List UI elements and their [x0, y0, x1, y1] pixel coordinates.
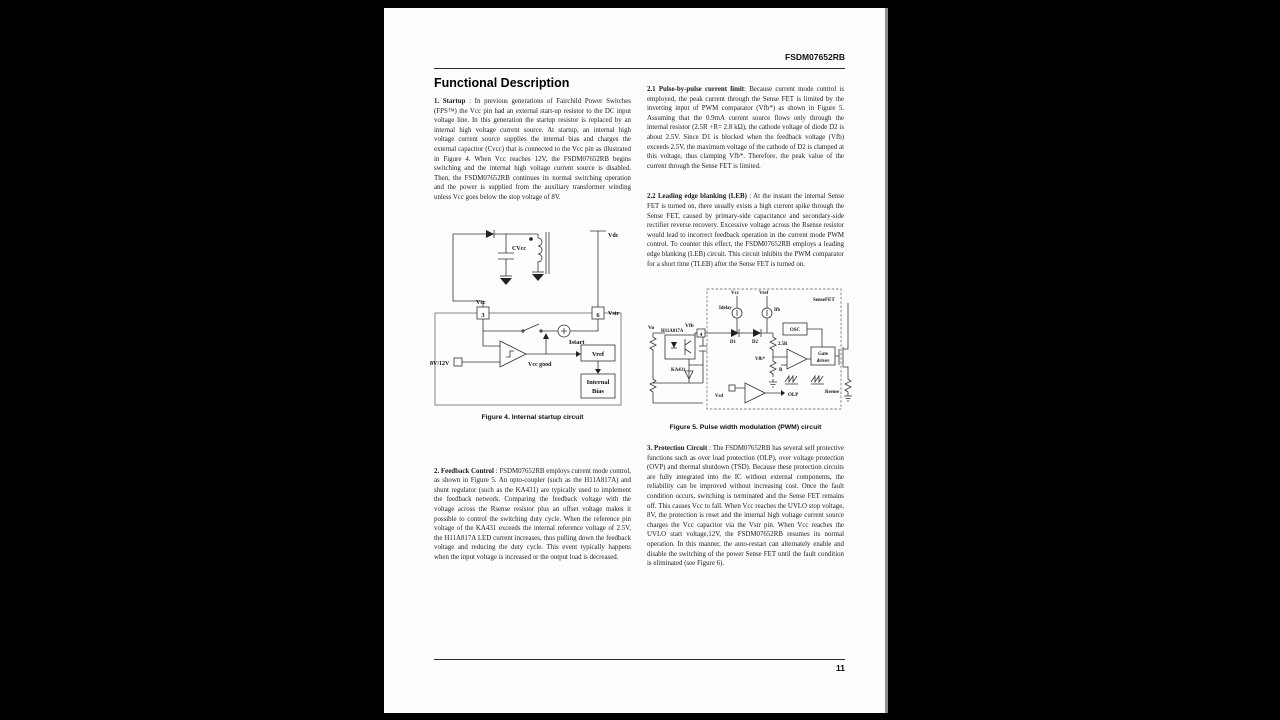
fig5-vcc-label: Vcc	[731, 291, 740, 297]
right-column	[647, 85, 844, 569]
fig5-ka431-label: KA431	[671, 368, 686, 374]
section-pulse-limit-heading: 2.1 Pulse-by-pulse current limit	[647, 86, 745, 93]
fig4-pin6-label: 6	[596, 311, 600, 319]
fig4-vref-label: Vref	[591, 350, 605, 358]
section-protection-heading: 3. Protection Circuit	[647, 445, 708, 453]
fig5-r-label: R	[779, 368, 783, 374]
winding-dot-icon	[529, 237, 533, 241]
fig5-idelay-label: Idelay	[719, 306, 732, 312]
fig5-gate-label2: driver	[816, 359, 830, 365]
section-startup-body: : In previous generations of Fairchild Power Switches (FPS™) the Vcc pin had an external start-up resistor to the DC input voltage line. In this generation the startup resistor is replaced by an internal high voltage current source. At startup, an internal high voltage current source supplies the internal bias and charges the external capacitor (Cvcc) that is connected to the Vcc pin as illustrated in Figure 4. When Vcc reaches 12V, the FSDM07652RB begins switching and the internal high voltage current source is disabled. Then, the FSDM07652RB continues its normal switching operation and the power is supplied from the auxiliary transformer winding unless Vcc goes below the stop voltage of 8V.	[434, 98, 631, 201]
fig5-opto-label: H11A817A	[661, 329, 684, 335]
ground-icon	[532, 274, 544, 281]
figure4-caption: Figure 4. Internal startup circuit	[481, 413, 584, 421]
section-feedback-heading: 2. Feedback Control	[434, 467, 494, 475]
page-number: 11	[836, 663, 845, 673]
section-startup	[434, 97, 631, 203]
transformer-coil-icon	[538, 234, 542, 272]
divider-resistors-icon	[769, 333, 777, 387]
fig5-pin4-label: 4	[699, 333, 703, 339]
page-title: Functional Description	[434, 76, 570, 90]
fig4-vccgood-label: Vcc good	[528, 361, 552, 368]
fig5-vfb-label: Vfb	[685, 323, 694, 330]
section-leb-heading: 2.2 Leading edge blanking (LEB)	[647, 193, 747, 201]
header-rule	[434, 68, 845, 69]
section-pulse-limit-body: : Because current mode control is employed, the peak current through the Sense FET is limited by the inverting input of PWM comparator (Vfb*) as shown in Figure 5. Assuming that the 0.9mA current source flows only through the internal resistor (2.5R +R= 2.8 kΩ), the cathode voltage of diode D2 is about 2.5V. Since D1 is blocked when the feedback voltage (Vfb) exceeds 2.5V, the maximum voltage of the cathode of D2 is clamped at this voltage, thus clamping Vfb*. Therefore, the peak value of the current through the Sense FET is limited.	[647, 86, 845, 170]
comparator-icon	[500, 341, 526, 367]
fig5-vo-label: Vo	[648, 325, 655, 332]
fig5-ifb-label: Ifb	[774, 308, 781, 314]
rsense-icon	[844, 377, 852, 401]
figure5-caption: Figure 5. Pulse width modulation (PWM) circuit	[669, 424, 822, 432]
footer-rule	[434, 659, 845, 660]
left-column	[430, 97, 631, 562]
diode-icon	[486, 230, 494, 238]
fig5-d1-label: D1	[730, 340, 736, 346]
fig4-vcc-label: Vcc	[476, 299, 486, 306]
optocoupler-box	[665, 335, 695, 359]
olp-comparator-icon	[745, 383, 765, 403]
ground-icon	[500, 278, 512, 285]
section-startup-heading: 1. Startup	[434, 98, 466, 105]
fig4-threshold-label: 8V/12V	[430, 360, 450, 367]
sawtooth-icon	[811, 376, 824, 384]
fig4-pin3-label: 3	[481, 311, 485, 319]
datasheet-page	[384, 8, 888, 713]
section-feedback-body: : FSDM07652RB employs current mode control, as shown in Figure 5. An opto-coupler (such as the H11A817A) and shunt regulator (such as the KA431) are typically used to implement the feedback network. Comparing the feedback voltage with the voltage across the Rsense resistor plus an offset voltage makes it possible to control the switching duty cycle. When the reference pin voltage of the KA431 exceeds the internal reference voltage of 2.5V, the H11A817A LED current increases, thus pulling down the feedback voltage and reducing the duty cycle. This event typically happens when the input voltage is increased or the output load is decreased.	[434, 467, 631, 561]
header-part-number: FSDM07652RB	[785, 52, 845, 62]
fig5-olp-label: OLP	[788, 393, 799, 399]
fig5-r25-label: 2.5R	[778, 342, 788, 348]
hysteresis-icon	[506, 351, 514, 357]
section-feedback	[434, 467, 631, 563]
fig5-d2-label: D2	[752, 340, 758, 346]
section-leb-body: : At the instant the internal Sense FET is turned on, there usually exists a high current spike through the Sense FET, caused by primary-side capacitance and secondary-side rectifier reverse recovery. Excessive voltage across the Rsense resistor would lead to incorrect feedback operation in the current mode PWM control. To counter this effect, the FSDM07652RB employs a leading edge blanking (LEB) circuit. This circuit inhibits the PWM comparator for a short time (TLEB) after the Sense FET is turned on.	[647, 193, 844, 268]
fig5-rsense-label: Rsense	[825, 390, 840, 396]
fig5-sensefet-label: SenseFET	[813, 298, 835, 304]
section-leb	[647, 192, 844, 269]
fig5-vref-label: Vref	[759, 291, 769, 297]
sawtooth-icon	[785, 376, 798, 384]
fig5-vfbstar-label: Vfb*	[755, 357, 766, 363]
fig4-bias-label1: Internal	[586, 378, 610, 386]
fig5-gate-label1: Gate	[818, 352, 828, 358]
section-protection	[647, 444, 844, 569]
fig4-vdc-label: Vdc	[608, 232, 619, 239]
figure5-pwm-circuit	[645, 285, 855, 415]
pwm-comparator-icon	[787, 349, 807, 369]
section-pulse-limit	[647, 85, 844, 171]
fig4-vstr-label: Vstr	[608, 310, 620, 317]
fig5-vsd-label: Vsd	[715, 394, 723, 400]
fig5-osc-label: OSC	[789, 328, 801, 334]
section-protection-body: : The FSDM07652RB has several self protective functions such as over load protection (OLP), over voltage protection (OVP) and thermal shutdown (TSD). Because these protection circuits are fully integrated into the IC without external components, the reliability can be improved without increasing cost. Once the fault condition occurs, switching is terminated and the Sense FET remains off. This causes Vcc to fall. When Vcc reaches the UVLO stop voltage, 8V, the protection is reset and the internal high voltage current source charges the Vcc capacitor via the Vstr pin. When Vcc reaches the UVLO start voltage,12V, the FSDM07652RB resumes its normal operation. In this manner, the auto-restart can alternately enable and disable the switching of the power Sense FET until the fault condition is eliminated (see Figure 6).	[647, 445, 844, 568]
figure4-internal-startup-circuit	[428, 223, 638, 408]
sensefet-icon	[835, 303, 848, 377]
fig4-istart-label: Istart	[569, 338, 585, 346]
fig4-bias-label2: Bias	[592, 387, 604, 395]
fig4-cvcc-label: CVcc	[512, 245, 526, 252]
